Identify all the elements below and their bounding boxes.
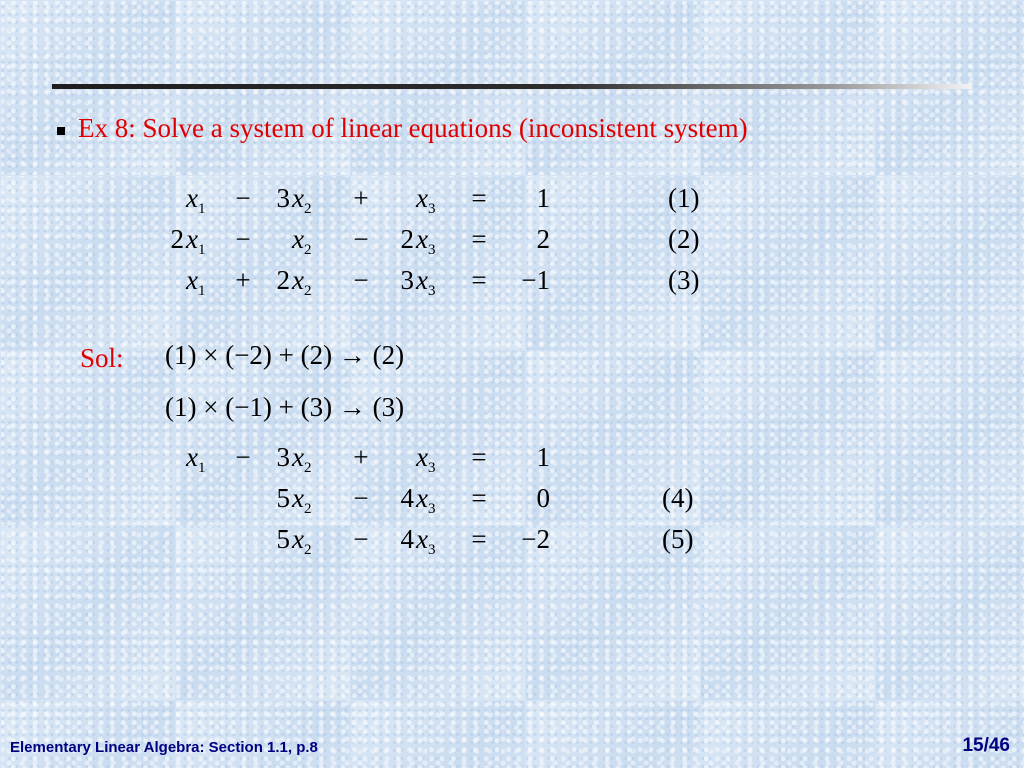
- variable-symbol: x: [416, 483, 428, 513]
- coefficient: 5: [276, 483, 290, 513]
- variable-index: 2: [303, 201, 312, 217]
- variable-term: [416, 442, 446, 477]
- variable-term: [292, 442, 322, 477]
- operator: −: [235, 183, 251, 213]
- variable-term: [292, 524, 322, 559]
- variable-index: 3: [427, 283, 436, 299]
- equation-label: (2): [668, 224, 700, 254]
- equals-sign: =: [471, 265, 487, 295]
- variable-symbol: x: [186, 224, 198, 254]
- variable-index: 3: [427, 242, 436, 258]
- variable-term: [416, 265, 446, 300]
- coefficient: 2: [170, 224, 184, 254]
- variable-symbol: x: [186, 183, 198, 213]
- operator: −: [235, 224, 251, 254]
- variable-index: 2: [303, 460, 312, 476]
- variable-symbol: x: [292, 524, 304, 554]
- variable-index: 3: [427, 542, 436, 558]
- variable-term: [292, 224, 322, 259]
- operator: −: [353, 483, 369, 513]
- variable-symbol: x: [416, 442, 428, 472]
- bullet-marker: [57, 127, 65, 135]
- row-operation-1: (1) × (−2) + (2) → (2): [165, 340, 405, 370]
- variable-index: 1: [197, 460, 206, 476]
- variable-term: [186, 442, 216, 477]
- equation-label: (3): [668, 265, 700, 295]
- coefficient: 2: [400, 224, 414, 254]
- row-operation-2: (1) × (−1) + (3) → (3): [165, 392, 405, 422]
- equals-sign: =: [471, 524, 487, 554]
- variable-index: 2: [303, 283, 312, 299]
- right-hand-side: −2: [521, 524, 550, 554]
- variable-index: 3: [427, 201, 436, 217]
- variable-term: [416, 224, 446, 259]
- variable-term: [416, 483, 446, 518]
- equation-label: (4): [662, 483, 694, 513]
- variable-term: [416, 524, 446, 559]
- variable-index: 2: [303, 242, 312, 258]
- variable-index: 1: [197, 242, 206, 258]
- right-hand-side: 1: [536, 442, 550, 472]
- variable-symbol: x: [416, 524, 428, 554]
- footer-course-label: Elementary Linear Algebra: Section 1.1, p.8: [10, 739, 318, 756]
- right-hand-side: 1: [536, 183, 550, 213]
- footer-page-number: 15/46: [962, 735, 1010, 756]
- example-heading: Ex 8: Solve a system of linear equations (inconsistent system): [78, 113, 748, 143]
- variable-index: 2: [303, 542, 312, 558]
- variable-symbol: x: [186, 265, 198, 295]
- variable-symbol: x: [292, 265, 304, 295]
- variable-index: 1: [197, 283, 206, 299]
- right-hand-side: 0: [536, 483, 550, 513]
- coefficient: 2: [276, 265, 290, 295]
- operator: +: [235, 265, 251, 295]
- variable-index: 3: [427, 460, 436, 476]
- variable-index: 1: [197, 201, 206, 217]
- coefficient: 4: [400, 483, 414, 513]
- coefficient: 3: [400, 265, 414, 295]
- variable-symbol: x: [292, 224, 304, 254]
- variable-term: [186, 265, 216, 300]
- operator: +: [353, 442, 369, 472]
- right-hand-side: −1: [521, 265, 550, 295]
- equals-sign: =: [471, 224, 487, 254]
- equation-label: (1): [668, 183, 700, 213]
- title-rule: [52, 84, 972, 89]
- equation-label: (5): [662, 524, 694, 554]
- variable-term: [186, 224, 216, 259]
- variable-term: [292, 265, 322, 300]
- variable-index: 2: [303, 501, 312, 517]
- variable-symbol: x: [416, 265, 428, 295]
- equals-sign: =: [471, 442, 487, 472]
- coefficient: 3: [276, 442, 290, 472]
- operator: +: [353, 183, 369, 213]
- variable-symbol: x: [292, 183, 304, 213]
- equals-sign: =: [471, 483, 487, 513]
- operator: −: [353, 265, 369, 295]
- variable-symbol: x: [292, 442, 304, 472]
- operator: −: [353, 224, 369, 254]
- operator: −: [235, 442, 251, 472]
- coefficient: 5: [276, 524, 290, 554]
- right-hand-side: 2: [536, 224, 550, 254]
- variable-symbol: x: [292, 483, 304, 513]
- variable-symbol: x: [416, 224, 428, 254]
- variable-symbol: x: [416, 183, 428, 213]
- solution-label: Sol:: [80, 343, 124, 373]
- variable-index: 3: [427, 501, 436, 517]
- variable-term: [186, 183, 216, 218]
- operator: −: [353, 524, 369, 554]
- variable-term: [292, 183, 322, 218]
- variable-symbol: x: [186, 442, 198, 472]
- coefficient: 4: [400, 524, 414, 554]
- equals-sign: =: [471, 183, 487, 213]
- variable-term: [292, 483, 322, 518]
- variable-term: [416, 183, 446, 218]
- coefficient: 3: [276, 183, 290, 213]
